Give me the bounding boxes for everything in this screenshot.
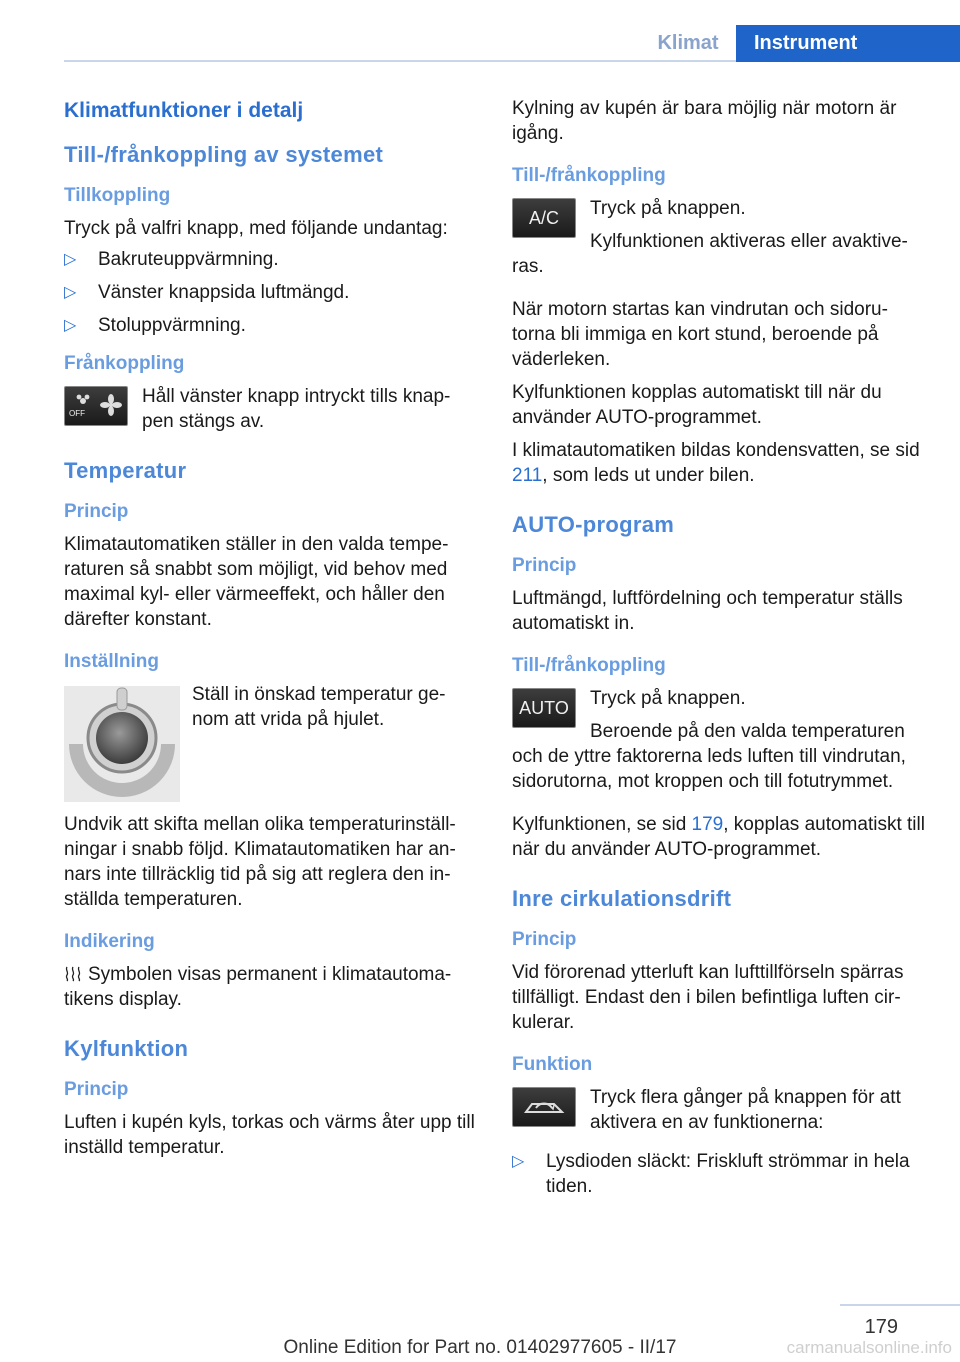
recirculation-button-image xyxy=(512,1087,576,1127)
edition-footer: Online Edition for Part no. 01402977605 - II/17 xyxy=(283,1337,677,1358)
indikering-text: Symbolen visas permanent i klimatautoma- tikens display. xyxy=(64,964,452,1010)
temperature-wheel-icon xyxy=(64,686,180,802)
page-number: 179 xyxy=(864,1316,898,1338)
condensation-symbol-icon xyxy=(64,966,82,982)
kondens-post: , som leds ut under bilen. xyxy=(542,465,755,486)
page-link-179[interactable]: 179 xyxy=(691,814,724,835)
heading-onoff-1: Till-/frånkoppling xyxy=(512,165,666,186)
indikering-paragraph xyxy=(64,962,484,1012)
heading-inre-cirkulation: Inre cirkulationsdrift xyxy=(512,886,732,911)
funktion-block xyxy=(512,1085,932,1135)
kyl-se-post: , kopplas automatiskt till när du använder AUTO-programmet. xyxy=(512,814,925,860)
tillkoppling-text: Tryck på valfri knapp, med följande undantag: xyxy=(64,218,448,239)
recirculation-car-icon xyxy=(514,1088,574,1124)
heading-onoff-2: Till-/frånkoppling xyxy=(512,655,666,676)
heading-kylfunktion: Kylfunktion xyxy=(64,1036,189,1061)
ac-button-image: A/C xyxy=(512,198,576,238)
exceptions-list xyxy=(64,247,484,338)
section-title-main: Klimatfunktioner i detalj xyxy=(64,99,304,122)
temperature-wheel-image xyxy=(64,686,180,802)
left-column xyxy=(64,96,484,1160)
undvik-text: Undvik att skifta mellan olika temperaturinställ- ningar i snabb följd. Klimatautomatiken har an- nars inte tillräcklig tid på sig att reglera den in- ställda temperaturen. xyxy=(64,814,456,910)
kondens-paragraph xyxy=(512,438,932,488)
heading-auto-program: AUTO-program xyxy=(512,512,675,537)
auto-line-1: Tryck på knappen. xyxy=(590,688,746,709)
kyl-se-pre: Kylfunktionen, se sid xyxy=(512,814,692,835)
heading-onoff: Till-/frånkoppling av systemet xyxy=(64,142,384,167)
funktion-text: Tryck flera gånger på knappen för att aktivera en av funktionerna: xyxy=(590,1087,901,1133)
heading-indikering: Indikering xyxy=(64,931,155,952)
heading-princip-4: Princip xyxy=(512,929,577,950)
auto-block xyxy=(512,686,932,794)
page-link-211[interactable]: 211 xyxy=(512,465,543,486)
frankoppling-block xyxy=(64,384,484,434)
kyl-auto-text: Kylfunktionen kopplas automatiskt till när du använder AUTO-programmet. xyxy=(512,382,882,428)
princip-1-text: Klimatautomatiken ställer in den valda tempe- raturen så snabbt som möjligt, vid behov med maximal kyl- eller värmeeffekt, och håller den därefter konstant. xyxy=(64,534,449,630)
ac-line-1: Tryck på knappen. xyxy=(590,198,746,219)
tab-instrument[interactable]: Instrument xyxy=(736,25,960,62)
right-column xyxy=(512,96,932,1207)
frankoppling-text: Håll vänster knapp intryckt tills knap- pen stängs av. xyxy=(142,386,451,432)
motor-text: När motorn startas kan vindrutan och sidoru- torna bli immiga en kort stund, beroende på väderleken. xyxy=(512,299,888,370)
off-label: OFF xyxy=(69,409,85,418)
heading-princip-1: Princip xyxy=(64,501,129,522)
watermark: carmanualsonline.info xyxy=(786,1338,952,1357)
princip-3-text: Luftmängd, luftfördelning och temperatur ställs automatiskt in. xyxy=(512,588,903,634)
heading-installning: Inställning xyxy=(64,651,159,672)
installning-block xyxy=(64,682,484,808)
princip-4-text: Vid förorenad ytterluft kan lufttillförseln spärras tillfälligt. Endast den i bilen befintliga luften cir- kulerar. xyxy=(512,962,904,1033)
list-item: ▷ Vänster knappsida luftmängd. xyxy=(64,280,484,305)
heading-frankoppling: Frånkoppling xyxy=(64,353,185,374)
ac-block xyxy=(512,196,932,279)
heading-princip-3: Princip xyxy=(512,555,577,576)
princip-2-text: Luften i kupén kyls, torkas och värms åter upp till inställd temperatur. xyxy=(64,1112,475,1158)
heading-princip-2: Princip xyxy=(64,1079,129,1100)
list-item: ▷ Stoluppvärmning. xyxy=(64,313,484,338)
auto-button-image: AUTO xyxy=(512,688,576,728)
funktion-list xyxy=(512,1149,932,1199)
footer-rule xyxy=(840,1304,960,1306)
fan-icon xyxy=(65,387,125,423)
ac-line-2: Kylfunktionen aktiveras eller avaktive- ras. xyxy=(512,231,908,277)
heading-tillkoppling: Tillkoppling xyxy=(64,185,171,206)
kylning-text: Kylning av kupén är bara möjlig när motorn är igång. xyxy=(512,98,897,144)
heading-temperatur: Temperatur xyxy=(64,458,187,483)
tab-klimat[interactable]: Klimat xyxy=(657,32,719,54)
installning-text: Ställ in önskad temperatur ge- nom att vrida på hjulet. xyxy=(192,684,446,730)
heading-funktion: Funktion xyxy=(512,1054,593,1075)
auto-line-2: Beroende på den valda temperaturen och de yttre faktorerna leds luften till vindrutan, sidorutorna, mot kroppen och till fotutrymmet. xyxy=(512,721,906,792)
kyl-se-paragraph xyxy=(512,812,932,862)
list-item: ▷ Bakruteuppvärmning. xyxy=(64,247,484,272)
kondens-pre: I klimatautomatiken bildas kondensvatten, se sid xyxy=(512,440,920,461)
off-fan-button-image xyxy=(64,386,128,426)
list-item: ▷ Lysdioden släckt: Friskluft strömmar in hela tiden. xyxy=(512,1149,932,1199)
